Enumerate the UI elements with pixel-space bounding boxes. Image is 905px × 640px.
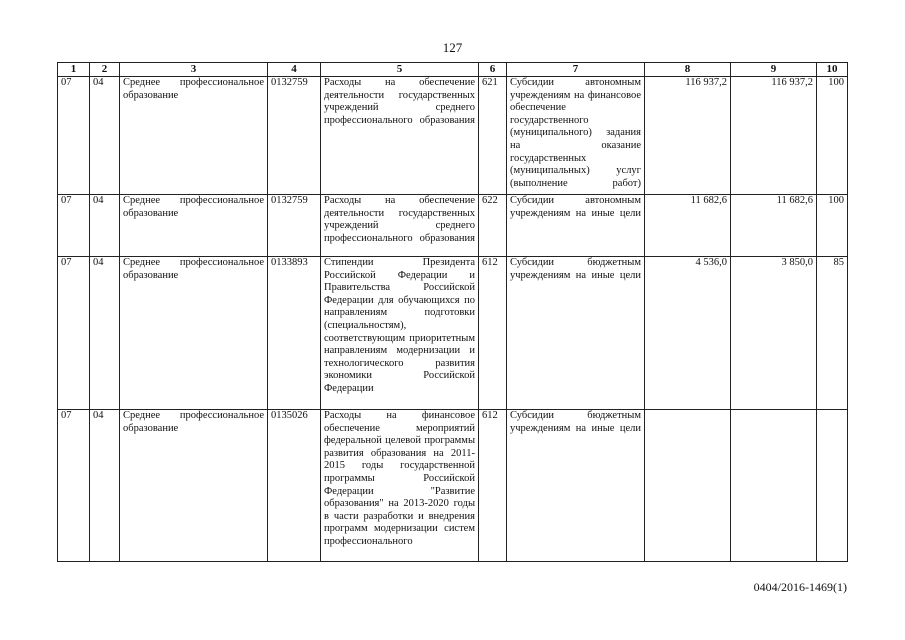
actual-amount: 116 937,2 xyxy=(731,77,817,195)
column-header: 10 xyxy=(817,63,848,77)
planned-amount: 116 937,2 xyxy=(645,77,731,195)
subsection-code: 04 xyxy=(90,77,120,195)
table-row xyxy=(58,257,848,410)
column-header: 6 xyxy=(479,63,507,77)
subsection-code: 04 xyxy=(90,195,120,257)
expense-description: Расходы на финансовое обеспечение мероприятий федеральной целевой программы развития образования на 2011-2015 годы государственной программы Российской Федерации "Развитие образования" на 2013-2020 годы в части разработки и внедрения программ модернизации систем профессионального xyxy=(321,410,479,562)
section-name: Среднее профессиональное образование xyxy=(120,410,268,562)
execution-percent: 100 xyxy=(817,77,848,195)
column-header: 4 xyxy=(268,63,321,77)
table-row xyxy=(58,195,848,257)
page-number: 127 xyxy=(442,40,463,55)
planned-amount: 4 536,0 xyxy=(645,257,731,410)
document-code: 0404/2016-1469(1) xyxy=(753,580,847,594)
column-header: 8 xyxy=(645,63,731,77)
table-row xyxy=(58,410,848,562)
expense-type-name: Субсидии бюджетным учреждениям на иные цели xyxy=(507,410,645,562)
section-name: Среднее профессиональное образование xyxy=(120,257,268,410)
execution-percent: 100 xyxy=(817,195,848,257)
table-row xyxy=(58,77,848,195)
budget-table xyxy=(57,62,848,562)
expense-description: Расходы на обеспечение деятельности государственных учреждений среднего профессионального образования xyxy=(321,77,479,195)
planned-amount: 11 682,6 xyxy=(645,195,731,257)
actual-amount: 3 850,0 xyxy=(731,257,817,410)
expense-type-code: 621 xyxy=(479,77,507,195)
planned-amount xyxy=(645,410,731,562)
expense-type-code: 622 xyxy=(479,195,507,257)
expense-description: Расходы на обеспечение деятельности государственных учреждений среднего профессионального образования xyxy=(321,195,479,257)
section-code: 07 xyxy=(58,257,90,410)
target-article-code: 0133893 xyxy=(268,257,321,410)
actual-amount xyxy=(731,410,817,562)
expense-type-name: Субсидии бюджетным учреждениям на иные цели xyxy=(507,257,645,410)
execution-percent: 85 xyxy=(817,257,848,410)
section-name: Среднее профессиональное образование xyxy=(120,195,268,257)
table-header-row xyxy=(58,63,848,77)
column-header: 2 xyxy=(90,63,120,77)
expense-type-name: Субсидии автономным учреждениям на иные цели xyxy=(507,195,645,257)
target-article-code: 0132759 xyxy=(268,77,321,195)
section-code: 07 xyxy=(58,77,90,195)
column-header: 9 xyxy=(731,63,817,77)
column-header: 3 xyxy=(120,63,268,77)
expense-description: Стипендии Президента Российской Федерации и Правительства Российской Федерации для обучающихся по направлениям подготовки (специальностям), соответствующим приоритетным направлениям модернизации и технологического развития экономики Российской Федерации xyxy=(321,257,479,410)
column-header: 7 xyxy=(507,63,645,77)
execution-percent xyxy=(817,410,848,562)
section-code: 07 xyxy=(58,195,90,257)
target-article-code: 0135026 xyxy=(268,410,321,562)
column-header: 1 xyxy=(58,63,90,77)
expense-type-code: 612 xyxy=(479,257,507,410)
expense-type-name: Субсидии автономным учреждениям на финансовое обеспечение государственного (муниципального) задания на оказание государственных (муниципальных) услуг (выполнение работ) xyxy=(507,77,645,195)
section-code: 07 xyxy=(58,410,90,562)
section-name: Среднее профессиональное образование xyxy=(120,77,268,195)
actual-amount: 11 682,6 xyxy=(731,195,817,257)
subsection-code: 04 xyxy=(90,410,120,562)
column-header: 5 xyxy=(321,63,479,77)
target-article-code: 0132759 xyxy=(268,195,321,257)
expense-type-code: 612 xyxy=(479,410,507,562)
subsection-code: 04 xyxy=(90,257,120,410)
